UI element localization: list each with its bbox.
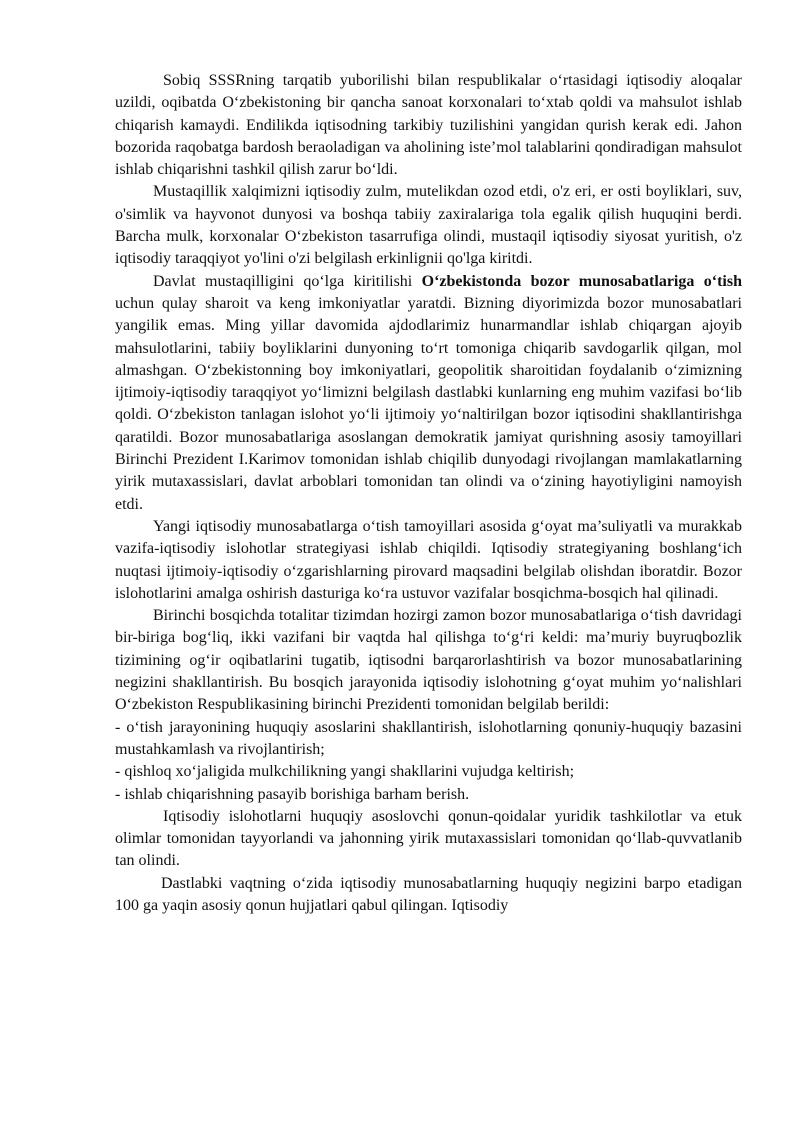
document-body (115, 70, 742, 917)
paragraph-1: Sobiq SSSRning tarqatib yuborilishi bilan respublikalar o‘rtasidagi iqtisodiy aloqalar uzildi, oqibatda O‘zbekistoning bir qancha sanoat korxonalari to‘xtab qoldi va mahsulot ishlab chiqarish kamaydi. Endilikda iqtisodning tarkibiy tuzilishini yangidan qurish kerak edi. Jahon bozorida raqobatga bardosh beraoladigan va aholining iste’mol talablarini qondiradigan mahsulot ishlab chiqarishni tashkil qilish zarur bo‘ldi. (115, 72, 742, 179)
paragraph-2: Mustaqillik xalqimizni iqtisodiy zulm, mutelikdan ozod etdi, o'z eri, er osti boyliklari, suv, o'simlik va hayvonot dunyosi va boshqa tabiiy zaxiralariga tola egalik qilish huquqini berdi. Barcha mulk, korxonalar O‘zbekiston tasarrufiga olindi, mustaqil iqtisodiy siyosat yuritish, o'z iqtisodiy taraqqiyot yo'lini o'zi belgilash erkinlignii qo'lga kiritdi. (115, 183, 742, 268)
paragraph-6: Iqtisodiy islohotlarni huquqiy asoslovchi qonun-qoidalar yuridik tashkilotlar va etuk olimlar tomonidan tayyorlandi va jahonning yirik mutaxassislari tomonidan qo‘llab-quvvatlanib tan olindi. (115, 807, 742, 870)
paragraph-7: Dastlabki vaqtning o‘zida iqtisodiy munosabatlarning huquqiy negizini barpo etadigan 100 ga yaqin asosiy qonun hujjatlari qabul qilingan. Iqtisodiy (115, 874, 742, 914)
paragraph-4: Yangi iqtisodiy munosabatlarga o‘tish tamoyillari asosida g‘oyat ma’suliyatli va murakkab vazifa-iqtisodiy islohotlar strategiyasi ishlab chiqildi. Iqtisodiy strategiyaning boshlang‘ich nuqtasi ijtimoiy-iqtisodiy o‘zgarishlarning pirovard maqsadini belgilab olishdan iboratdir. Bozor islohotlarini amalga oshirish dasturiga ko‘ra ustuvor vazifalar bosqichma-bosqich hal qilinadi. (115, 517, 742, 602)
paragraph-3-start: Davlat mustaqilligini qo‘lga kiritilishi (153, 272, 422, 290)
list-item: - ishlab chiqarishning pasayib borishiga barham berish. (115, 785, 470, 803)
paragraph-3 (115, 271, 742, 516)
paragraph-5: Birinchi bosqichda totalitar tizimdan hozirgi zamon bozor munosabatlariga o‘tish davridagi bir-biriga bog‘liq, ikki vazifani bir vaqtda hal qilishga to‘g‘ri keldi: ma’muriy buyruqbozlik tizimining og‘ir oqibatlarini tugatib, iqtisodni barqarorlashtirish va bozor munosabatlarining negizini shakllantirish. Bu bosqich jarayonida iqtisodiy islohotning g‘oyat muhim yo‘nalishlari O‘zbekiston Respublikasining birinchi Prezidenti tomonidan belgilab berildi: (115, 607, 742, 714)
list-item: - o‘tish jarayonining huquqiy asoslarini shakllantirish, islohotlarning qonuniy-huquqiy bazasini mustahkamlash va rivojlantirish; (115, 718, 742, 758)
paragraph-3-end: uchun qulay sharoit va keng imkoniyatlar yaratdi. Bizning diyorimizda bozor munosabatlari yangilik emas. Ming yillar davomida ajdodlarimiz hunarmandlar ishlab chiqargan ajoyib mahsulotlarini, tabiiy boyliklarini dunyoning to‘rt tomoniga chiqarib savdogarlik qilgan, mol almashgan. O‘zbekistonning boy imkoniyatlari, geopolitik sharoitidan foydalanib o‘zimizning ijtimoiy-iqtisodiy taraqqiyot yo‘limizni belgilash dastlabki kunlarning eng muhim vazifasi bo‘lib qoldi. O‘zbekiston tanlagan islohot yo‘li ijtimoiy yo‘naltirilgan bozor iqtisodini shakllantirishga qaratildi. Bozor munosabatlariga asoslangan demokratik jamiyat qurishning asosiy tamoyillari Birinchi Prezident I.Karimov tomonidan ishlab chiqilib dunyodagi rivojlangan mamlakatlarning yirik mutaxassislari, davlat arboblari tomonidan tan olindi va o‘zining hayotiyligini namoyish etdi. (115, 294, 742, 513)
paragraph-3-bold-phrase: O‘zbekistonda bozor munosabatlariga o‘tish (421, 272, 742, 290)
list-item: - qishloq xo‘jaligida mulkchilikning yangi shakllarini vujudga keltirish; (115, 763, 575, 781)
